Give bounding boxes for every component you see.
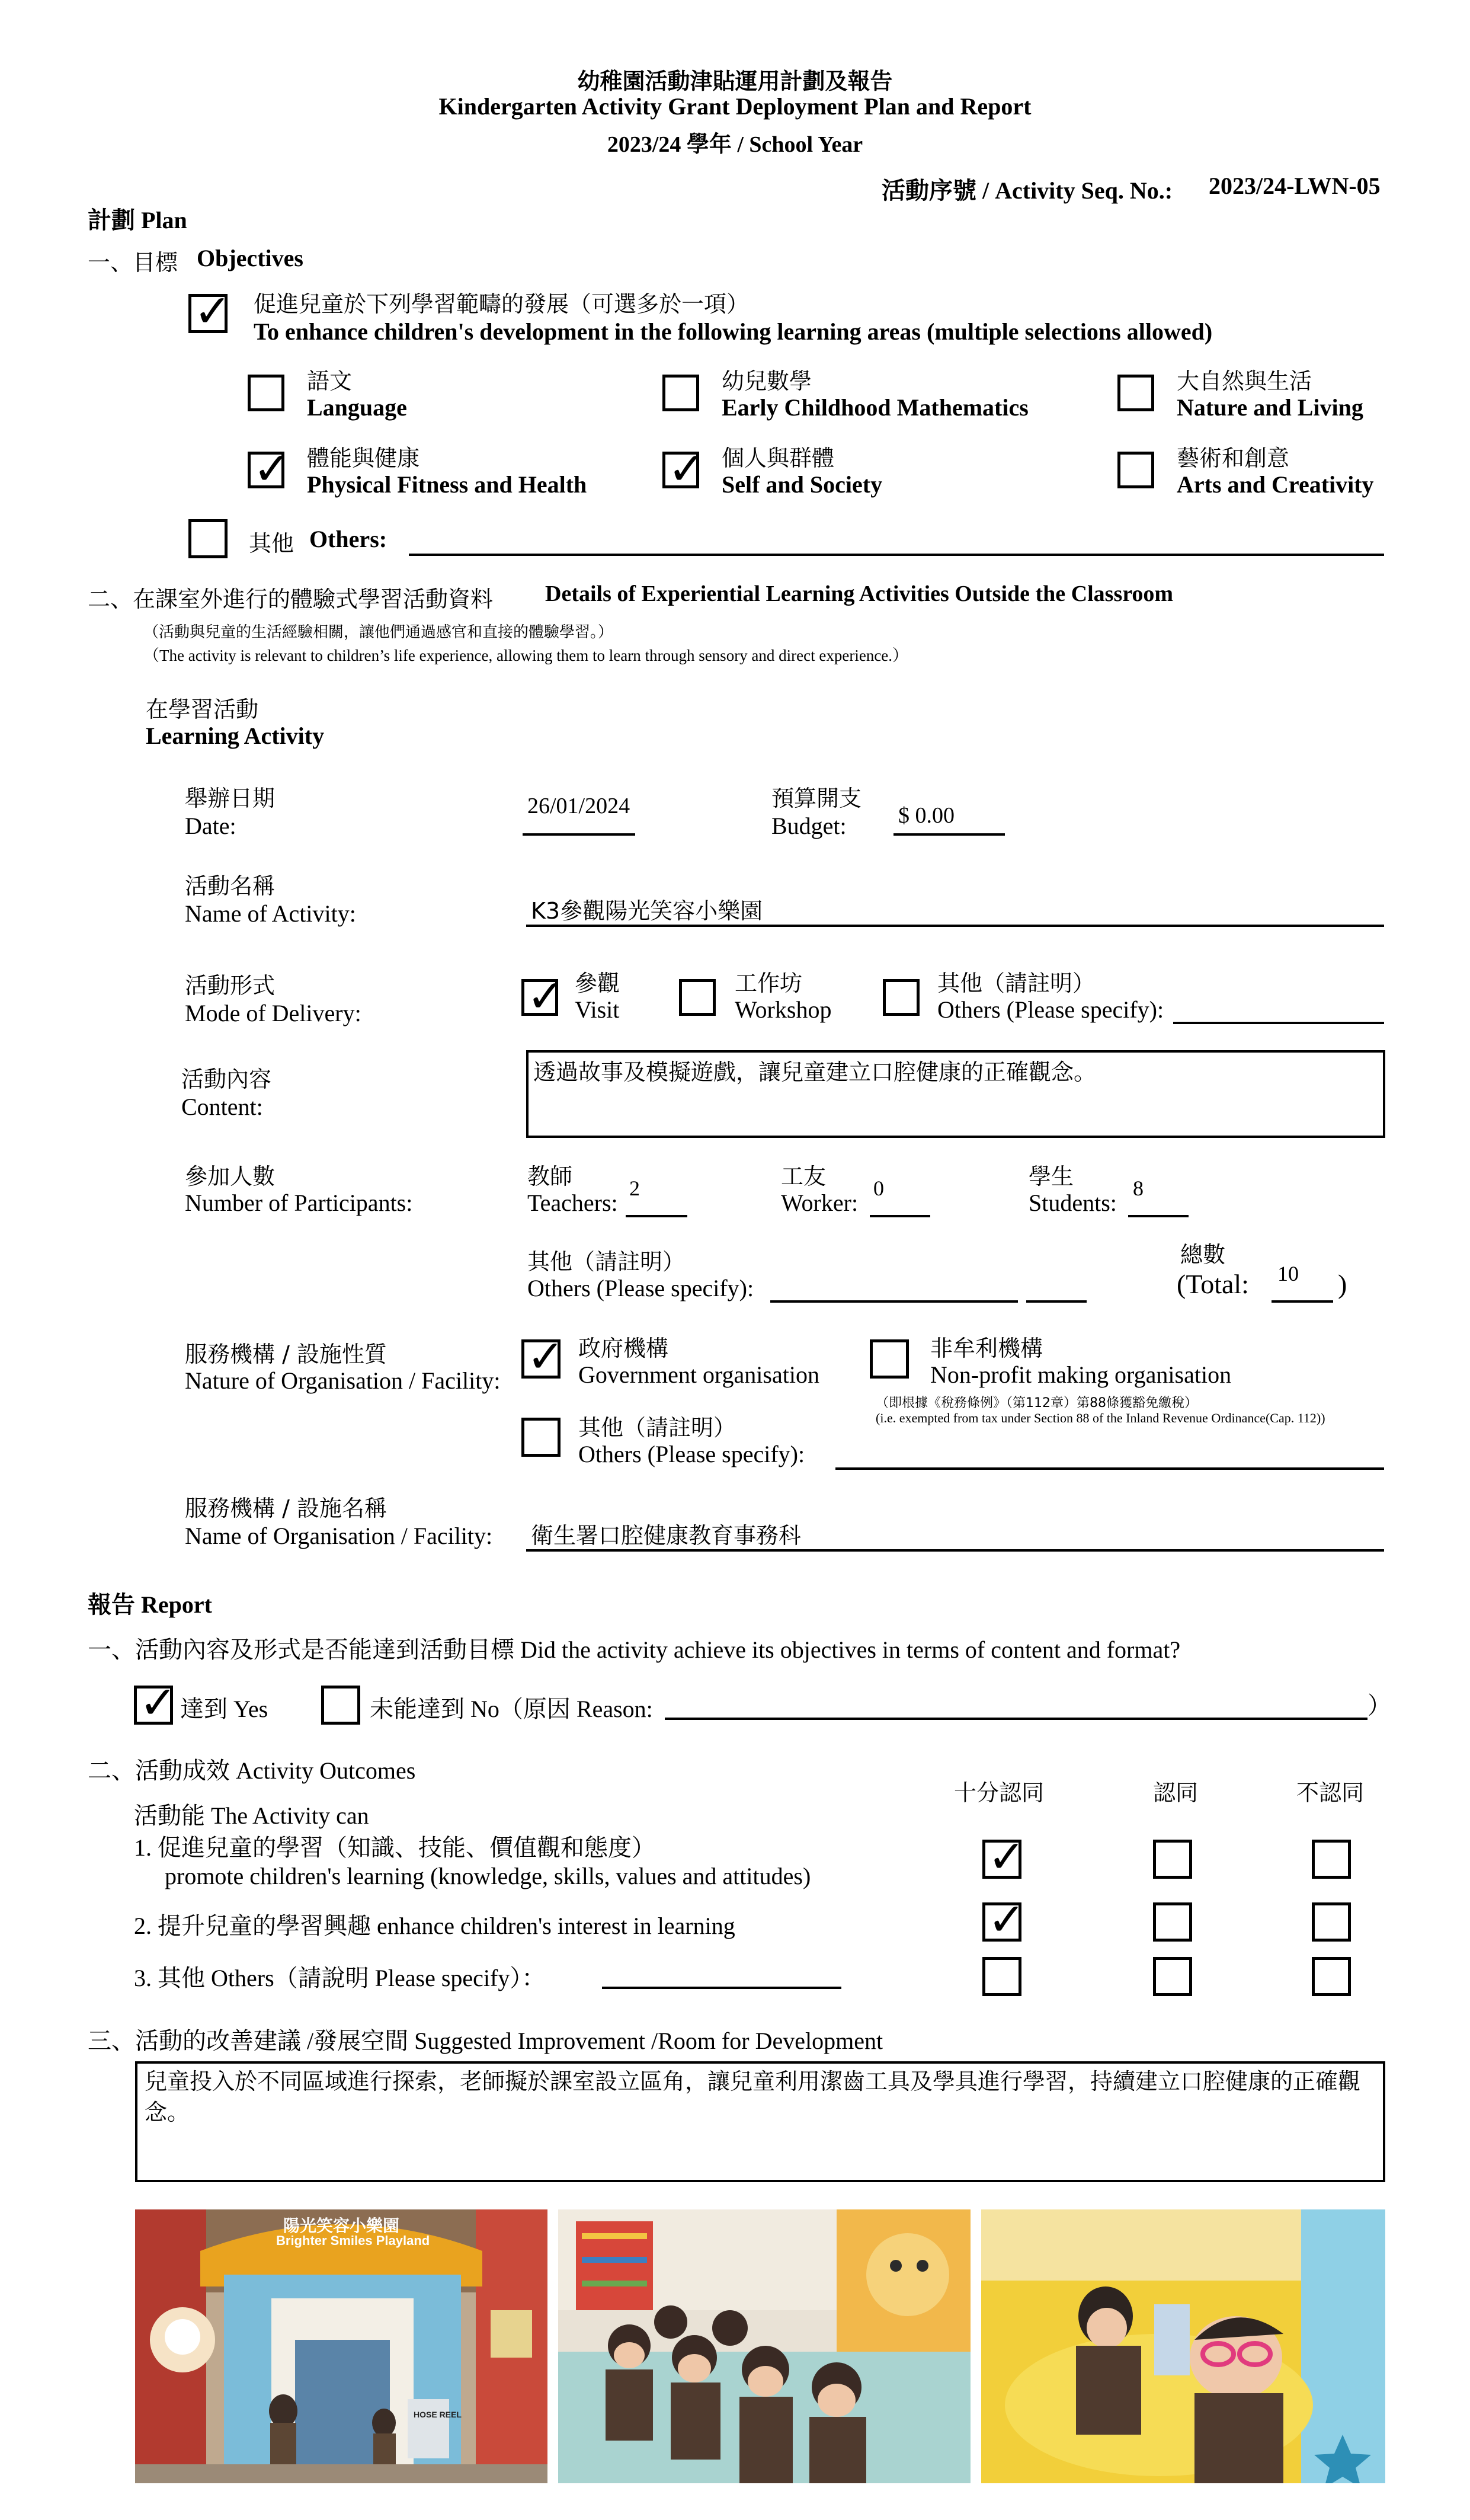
mode-en: Mode of Delivery:	[185, 1000, 361, 1026]
participants-en: Number of Participants:	[185, 1189, 413, 1216]
col-disagree: 不認同	[1296, 1780, 1365, 1806]
improve-heading: 三、活動的改善建議 /發展空間 Suggested Improvement /Room for Development	[88, 2027, 883, 2054]
check-icon: ✓	[527, 970, 565, 1022]
students-en: Students:	[1029, 1189, 1117, 1216]
area-language-zh: 語文	[307, 368, 353, 394]
teachers-value[interactable]: 2	[629, 1176, 640, 1200]
outcomes-heading: 二、活動成效 Activity Outcomes	[88, 1757, 416, 1784]
area-physical-en: Physical Fitness and Health	[307, 471, 587, 498]
item1-strongly-checkbox[interactable]	[982, 1830, 1026, 1883]
mode-visit-en: Visit	[575, 996, 620, 1023]
org-others-zh: 其他（請註明）	[578, 1415, 736, 1441]
total-zh: 總數	[1180, 1242, 1226, 1268]
item1-agree-checkbox[interactable]	[1153, 1840, 1192, 1879]
activity-name-line	[526, 925, 1384, 927]
budget-line	[893, 833, 1005, 836]
photo-sign-zh: 陽光笑容小樂園	[283, 2216, 400, 2236]
worker-line	[870, 1215, 930, 1217]
mode-others-zh: 其他（請註明）	[937, 970, 1096, 996]
npo-note-zh: （即根據《稅務條例》（第112章）第88條獲豁免繳稅）	[876, 1396, 1197, 1411]
learning-activity-zh: 在學習活動	[146, 696, 259, 722]
photo-hose-reel: HOSE REEL	[414, 2410, 462, 2419]
achieved-no-checkbox[interactable]	[321, 1686, 360, 1725]
teachers-en: Teachers:	[527, 1189, 618, 1216]
date-value[interactable]: 26/01/2024	[527, 794, 630, 818]
outcome-item1-zh: 1. 促進兒童的學習（知識、技能、價值觀和態度）	[134, 1834, 655, 1861]
objectives-heading-zh: 一、目標	[88, 250, 178, 276]
area-math-checkbox[interactable]	[662, 375, 699, 411]
photo-dental-chair	[981, 2209, 1385, 2483]
area-nature-checkbox[interactable]	[1117, 375, 1154, 411]
area-physical-checkbox[interactable]	[248, 442, 291, 495]
item3-strongly-checkbox[interactable]	[982, 1957, 1021, 1996]
area-nature-zh: 大自然與生活	[1177, 368, 1312, 394]
mode-others-en: Others (Please specify):	[937, 996, 1164, 1023]
gov-org-en: Government organisation	[578, 1361, 819, 1388]
area-self-zh: 個人與群體	[722, 445, 835, 471]
check-icon: ✓	[194, 284, 232, 337]
p-others-count-line[interactable]	[1026, 1300, 1087, 1303]
total-line	[1272, 1300, 1333, 1303]
seq-label: 活動序號 / Activity Seq. No.:	[882, 177, 1173, 204]
activity-name-zh: 活動名稱	[185, 873, 276, 899]
details-heading-zh: 二、在課室外進行的體驗式學習活動資料	[88, 586, 494, 612]
mode-workshop-zh: 工作坊	[735, 970, 803, 996]
improve-value: 兒童投入於不同區域進行探索，老師擬於課室設立區角，讓兒童利用潔齒工具及學具進行學習，持續建立口腔健康的正確觀念。	[145, 2068, 1361, 2125]
enhance-label-en: To enhance children's development in the following learning areas (multiple selections allowed)	[254, 318, 1213, 345]
enhance-checkbox[interactable]	[188, 284, 232, 337]
nature-en: Nature of Organisation / Facility:	[185, 1367, 501, 1394]
date-en: Date:	[185, 813, 236, 839]
school-year: 2023/24 學年 / School Year	[607, 132, 863, 157]
item1-disagree-checkbox[interactable]	[1312, 1840, 1351, 1879]
worker-value[interactable]: 0	[873, 1176, 884, 1200]
report-q1: 一、活動內容及形式是否能達到活動目標 Did the activity achieve its objectives in terms of content and format?	[88, 1636, 1181, 1663]
details-note-zh: （活動與兒童的生活經驗相關，讓他們通過感官和直接的體驗學習。）	[143, 623, 614, 641]
area-self-en: Self and Society	[722, 471, 883, 498]
item3-line[interactable]	[602, 1987, 841, 1989]
worker-en: Worker:	[781, 1189, 859, 1216]
total-en: (Total:	[1177, 1269, 1249, 1299]
col-agree: 認同	[1153, 1780, 1199, 1806]
item2-disagree-checkbox[interactable]	[1312, 1902, 1351, 1942]
teachers-zh: 教師	[527, 1163, 573, 1189]
area-language-en: Language	[307, 394, 407, 421]
achieved-no-label: 未能達到 No（原因 Reason:	[370, 1696, 653, 1722]
gov-org-checkbox[interactable]	[521, 1330, 565, 1383]
teachers-line	[626, 1215, 687, 1217]
org-others-line[interactable]	[835, 1467, 1384, 1470]
achieved-yes-label: 達到 Yes	[180, 1696, 268, 1722]
content-value: 透過故事及模擬遊戲，讓兒童建立口腔健康的正確觀念。	[533, 1059, 1097, 1085]
npo-en: Non-profit making organisation	[930, 1361, 1232, 1388]
report-heading: 報告 Report	[88, 1591, 212, 1618]
check-icon: ✓	[139, 1676, 177, 1729]
details-note-en: （The activity is relevant to children’s life experience, allowing them to learn through sensory and direct experience.）	[143, 647, 909, 664]
others-input-line[interactable]	[409, 554, 1384, 556]
seq-value: 2023/24-LWN-05	[1209, 172, 1381, 199]
p-others-line[interactable]	[770, 1300, 1018, 1303]
outcome-item3: 3. 其他 Others（請說明 Please specify）：	[134, 1965, 546, 1991]
nature-zh: 服務機構 / 設施性質	[185, 1341, 387, 1367]
col-strongly-agree: 十分認同	[954, 1780, 1045, 1806]
title-zh: 幼稚園活動津貼運用計劃及報告	[577, 68, 893, 94]
plan-heading: 計劃 Plan	[88, 207, 187, 234]
outcome-item2: 2. 提升兒童的學習興趣 enhance children's interest in learning	[134, 1913, 735, 1939]
others-en: Others:	[309, 526, 387, 552]
mode-workshop-en: Workshop	[735, 996, 832, 1023]
item2-strongly-checkbox[interactable]	[982, 1893, 1026, 1946]
activity-name-en: Name of Activity:	[185, 900, 356, 927]
item2-agree-checkbox[interactable]	[1153, 1902, 1192, 1942]
org-others-en: Others (Please specify):	[578, 1441, 805, 1467]
npo-zh: 非牟利機構	[930, 1335, 1043, 1361]
npo-checkbox[interactable]	[870, 1339, 909, 1379]
photo-playland-entrance	[135, 2209, 547, 2483]
check-icon: ✓	[668, 442, 706, 495]
budget-en: Budget:	[771, 813, 847, 839]
others-checkbox[interactable]	[188, 519, 228, 558]
enhance-label-zh: 促進兒童於下列學習範疇的發展（可選多於一項）	[254, 291, 750, 317]
area-arts-zh: 藝術和創意	[1177, 445, 1290, 471]
mode-workshop-checkbox[interactable]	[679, 979, 716, 1016]
area-nature-en: Nature and Living	[1177, 394, 1363, 421]
learning-activity-en: Learning Activity	[146, 722, 325, 749]
mode-visit-checkbox[interactable]	[521, 970, 565, 1022]
photo-children-story	[558, 2209, 971, 2483]
budget-value[interactable]: $ 0.00	[898, 803, 955, 828]
org-name-line	[526, 1549, 1384, 1552]
students-line	[1128, 1215, 1189, 1217]
check-icon: ✓	[527, 1330, 565, 1383]
content-zh: 活動內容	[181, 1066, 272, 1092]
achieved-yes-checkbox[interactable]	[134, 1676, 177, 1729]
p-others-en: Others (Please specify):	[527, 1275, 754, 1301]
item3-agree-checkbox[interactable]	[1153, 1957, 1192, 1996]
area-math-zh: 幼兒數學	[722, 368, 812, 394]
activity-name-value[interactable]: K3參觀陽光笑容小樂園	[531, 898, 763, 924]
worker-zh: 工友	[781, 1163, 827, 1189]
area-self-checkbox[interactable]	[662, 442, 706, 495]
others-zh: 其他	[249, 530, 294, 557]
area-language-checkbox[interactable]	[248, 375, 284, 411]
students-zh: 學生	[1029, 1163, 1074, 1189]
reason-line[interactable]	[665, 1718, 1367, 1720]
activity-can: 活動能 The Activity can	[134, 1802, 369, 1829]
objectives-heading-en: Objectives	[197, 245, 303, 271]
outcome-item1-en: promote children's learning (knowledge, skills, values and attitudes)	[165, 1863, 811, 1889]
check-icon: ✓	[988, 1893, 1026, 1946]
npo-note-en: (i.e. exempted from tax under Section 88 of the Inland Revenue Ordinance(Cap. 112))	[876, 1411, 1325, 1425]
area-arts-checkbox[interactable]	[1117, 452, 1154, 488]
item3-disagree-checkbox[interactable]	[1312, 1957, 1351, 1996]
mode-visit-zh: 參觀	[575, 970, 620, 996]
students-value[interactable]: 8	[1133, 1176, 1144, 1200]
date-line	[523, 833, 635, 836]
budget-zh: 預算開支	[771, 785, 862, 811]
area-math-en: Early Childhood Mathematics	[722, 394, 1029, 421]
details-heading-en: Details of Experiential Learning Activities Outside the Classroom	[545, 581, 1174, 606]
photo-sign-en: Brighter Smiles Playland	[276, 2233, 430, 2248]
org-name-value[interactable]: 衛生署口腔健康教育事務科	[531, 1523, 802, 1549]
reason-close: ）	[1367, 1692, 1391, 1719]
total-value[interactable]: 10	[1277, 1262, 1299, 1285]
p-others-zh: 其他（請註明）	[527, 1249, 686, 1275]
participants-zh: 參加人數	[185, 1163, 276, 1189]
date-zh: 舉辦日期	[185, 785, 276, 811]
check-icon: ✓	[253, 442, 291, 495]
total-close: )	[1338, 1269, 1347, 1299]
title-en: Kindergarten Activity Grant Deployment Plan and Report	[438, 93, 1032, 120]
mode-zh: 活動形式	[185, 973, 276, 999]
area-physical-zh: 體能與健康	[307, 445, 420, 471]
org-name-zh: 服務機構 / 設施名稱	[185, 1495, 387, 1521]
area-arts-en: Arts and Creativity	[1177, 471, 1374, 498]
org-others-checkbox[interactable]	[521, 1418, 561, 1457]
content-en: Content:	[181, 1093, 263, 1120]
mode-others-checkbox[interactable]	[883, 979, 920, 1016]
check-icon: ✓	[988, 1830, 1026, 1883]
org-name-en: Name of Organisation / Facility:	[185, 1523, 493, 1549]
mode-others-line[interactable]	[1173, 1022, 1384, 1024]
gov-org-zh: 政府機構	[578, 1335, 669, 1361]
